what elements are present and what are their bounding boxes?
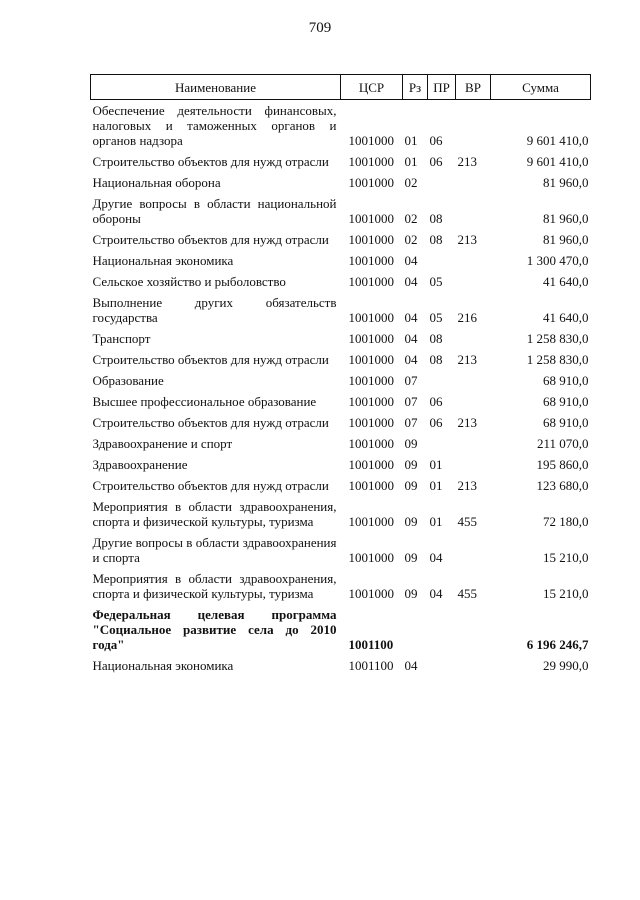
row-csr: 1001000: [348, 310, 394, 325]
row-vr: [456, 391, 491, 412]
row-pr: 01: [429, 514, 443, 529]
row-csr: 1001000: [348, 394, 394, 409]
row-csr: 1001000: [348, 514, 394, 529]
row-name: Мероприятия в области здравоохранения, спорта и физической культуры, туризма: [92, 499, 337, 529]
row-rz: 04: [404, 253, 418, 268]
row-pr: 01: [429, 457, 443, 472]
row-sum: 1 258 830,0: [526, 352, 589, 367]
row-vr: 213: [457, 352, 477, 367]
row-sum: 41 640,0: [543, 274, 589, 289]
row-csr: 1001000: [348, 253, 394, 268]
row-pr: 06: [429, 415, 443, 430]
table-row: [91, 229, 591, 250]
table-row: [91, 151, 591, 172]
row-vr: [456, 370, 491, 391]
row-pr: 08: [429, 352, 443, 367]
row-rz: 04: [404, 352, 418, 367]
table-row: [91, 172, 591, 193]
row-pr: [428, 604, 456, 655]
row-sum: 1 300 470,0: [526, 253, 589, 268]
row-sum: 68 910,0: [543, 415, 589, 430]
row-rz: 09: [404, 586, 418, 601]
row-pr: 04: [429, 550, 443, 565]
row-name: Национальная экономика: [92, 253, 234, 268]
row-vr: 216: [457, 310, 477, 325]
row-sum: 41 640,0: [543, 310, 589, 325]
table-row: [91, 454, 591, 475]
table-row: [91, 655, 591, 676]
row-name: Строительство объектов для нужд отрасли: [92, 232, 329, 247]
row-rz: 02: [404, 175, 418, 190]
row-csr: 1001000: [348, 550, 394, 565]
row-csr: 1001000: [348, 133, 394, 148]
row-sum: 81 960,0: [543, 211, 589, 226]
table-row: [91, 349, 591, 370]
row-pr: 06: [429, 154, 443, 169]
row-sum: 68 910,0: [543, 394, 589, 409]
header-sum: Сумма: [491, 75, 591, 100]
table-row: [91, 433, 591, 454]
row-sum: 81 960,0: [543, 175, 589, 190]
row-name: Транспорт: [92, 331, 151, 346]
row-csr: 1001000: [348, 175, 394, 190]
row-name: Строительство объектов для нужд отрасли: [92, 478, 329, 493]
row-rz: 09: [404, 550, 418, 565]
row-csr: 1001000: [348, 211, 394, 226]
row-vr: 213: [457, 415, 477, 430]
row-sum: 68 910,0: [543, 373, 589, 388]
row-rz: 01: [404, 133, 418, 148]
row-name: Мероприятия в области здравоохранения, спорта и физической культуры, туризма: [92, 571, 337, 601]
row-vr: 455: [457, 514, 477, 529]
row-vr: [456, 172, 491, 193]
row-vr: 213: [457, 478, 477, 493]
row-name: Образование: [92, 373, 164, 388]
row-vr: 213: [457, 232, 477, 247]
row-csr: 1001000: [348, 154, 394, 169]
row-sum: 29 990,0: [543, 658, 589, 673]
row-sum: 6 196 246,7: [526, 637, 589, 652]
row-name: Национальная оборона: [92, 175, 221, 190]
table-row: [91, 271, 591, 292]
row-sum: 1 258 830,0: [526, 331, 589, 346]
row-vr: 213: [457, 154, 477, 169]
row-rz: 07: [404, 373, 418, 388]
row-csr: 1001100: [348, 637, 394, 652]
row-pr: 08: [429, 331, 443, 346]
row-csr: 1001000: [348, 457, 394, 472]
row-pr: 05: [429, 274, 443, 289]
header-csr: ЦСР: [341, 75, 403, 100]
row-pr: 06: [429, 394, 443, 409]
row-rz: 02: [404, 211, 418, 226]
row-pr: [428, 172, 456, 193]
row-rz: 04: [404, 658, 418, 673]
row-name: Другие вопросы в области национальной обороны: [92, 196, 337, 226]
row-sum: 123 680,0: [536, 478, 589, 493]
row-name: Федеральная целевая программа "Социальное развитие села до 2010 года": [92, 607, 337, 652]
table-row: [91, 496, 591, 532]
row-pr: [428, 370, 456, 391]
row-pr: 01: [429, 478, 443, 493]
row-csr: 1001100: [348, 658, 394, 673]
row-sum: 211 070,0: [536, 436, 589, 451]
row-rz: 07: [404, 415, 418, 430]
table-row: [91, 412, 591, 433]
row-csr: 1001000: [348, 331, 394, 346]
row-rz: 09: [404, 436, 418, 451]
row-pr: 04: [429, 586, 443, 601]
row-name: Здравоохранение и спорт: [92, 436, 233, 451]
row-rz: 09: [404, 457, 418, 472]
row-vr: [456, 655, 491, 676]
row-name: Сельское хозяйство и рыболовство: [92, 274, 286, 289]
row-vr: [456, 604, 491, 655]
row-vr: [456, 433, 491, 454]
row-csr: 1001000: [348, 436, 394, 451]
row-pr: [428, 655, 456, 676]
row-pr: [428, 250, 456, 271]
table-row: [91, 568, 591, 604]
row-vr: [456, 193, 491, 229]
row-name: Строительство объектов для нужд отрасли: [92, 415, 329, 430]
row-name: Строительство объектов для нужд отрасли: [92, 154, 329, 169]
table-row: [91, 370, 591, 391]
row-name: Другие вопросы в области здравоохранения и спорта: [92, 535, 337, 565]
row-vr: [456, 454, 491, 475]
row-vr: [456, 100, 491, 152]
row-name: Строительство объектов для нужд отрасли: [92, 352, 329, 367]
row-sum: 72 180,0: [543, 514, 589, 529]
row-sum: 9 601 410,0: [526, 154, 589, 169]
row-sum: 81 960,0: [543, 232, 589, 247]
table-row: [91, 604, 591, 655]
table-row: [91, 292, 591, 328]
row-pr: [428, 433, 456, 454]
row-vr: 455: [457, 586, 477, 601]
row-rz: 01: [404, 154, 418, 169]
row-rz: 02: [404, 232, 418, 247]
row-sum: 195 860,0: [536, 457, 589, 472]
row-pr: 06: [429, 133, 443, 148]
row-rz: 04: [404, 310, 418, 325]
row-rz: 09: [404, 478, 418, 493]
row-vr: [456, 328, 491, 349]
row-name: Выполнение других обязательств государства: [92, 295, 337, 325]
header-rz: Рз: [403, 75, 428, 100]
row-csr: 1001000: [348, 352, 394, 367]
row-csr: 1001000: [348, 586, 394, 601]
row-vr: [456, 250, 491, 271]
row-name: Национальная экономика: [92, 658, 234, 673]
header-vr: ВР: [456, 75, 491, 100]
row-rz: 09: [404, 514, 418, 529]
table-row: [91, 100, 591, 152]
row-sum: 15 210,0: [543, 550, 589, 565]
row-rz: [403, 604, 428, 655]
table-row: [91, 391, 591, 412]
table-row: [91, 532, 591, 568]
row-rz: 04: [404, 274, 418, 289]
table-row: [91, 193, 591, 229]
row-sum: 9 601 410,0: [526, 133, 589, 148]
table-body: [91, 100, 591, 677]
table-header: [91, 75, 591, 100]
row-pr: 08: [429, 232, 443, 247]
header-pr: ПР: [428, 75, 456, 100]
table-row: [91, 250, 591, 271]
row-csr: 1001000: [348, 478, 394, 493]
row-name: Обеспечение деятельности финансовых, налоговых и таможенных органов и органов надзора: [92, 103, 337, 148]
table-row: [91, 328, 591, 349]
row-csr: 1001000: [348, 232, 394, 247]
row-pr: 05: [429, 310, 443, 325]
row-sum: 15 210,0: [543, 586, 589, 601]
row-csr: 1001000: [348, 415, 394, 430]
row-vr: [456, 271, 491, 292]
row-name: Высшее профессиональное образование: [92, 394, 317, 409]
table-row: [91, 475, 591, 496]
row-rz: 07: [404, 394, 418, 409]
budget-table: [90, 74, 591, 676]
row-vr: [456, 532, 491, 568]
row-csr: 1001000: [348, 373, 394, 388]
row-pr: 08: [429, 211, 443, 226]
page-number: 709: [308, 20, 332, 36]
row-name: Здравоохранение: [92, 457, 188, 472]
row-rz: 04: [404, 331, 418, 346]
row-csr: 1001000: [348, 274, 394, 289]
header-name: Наименование: [91, 75, 341, 100]
